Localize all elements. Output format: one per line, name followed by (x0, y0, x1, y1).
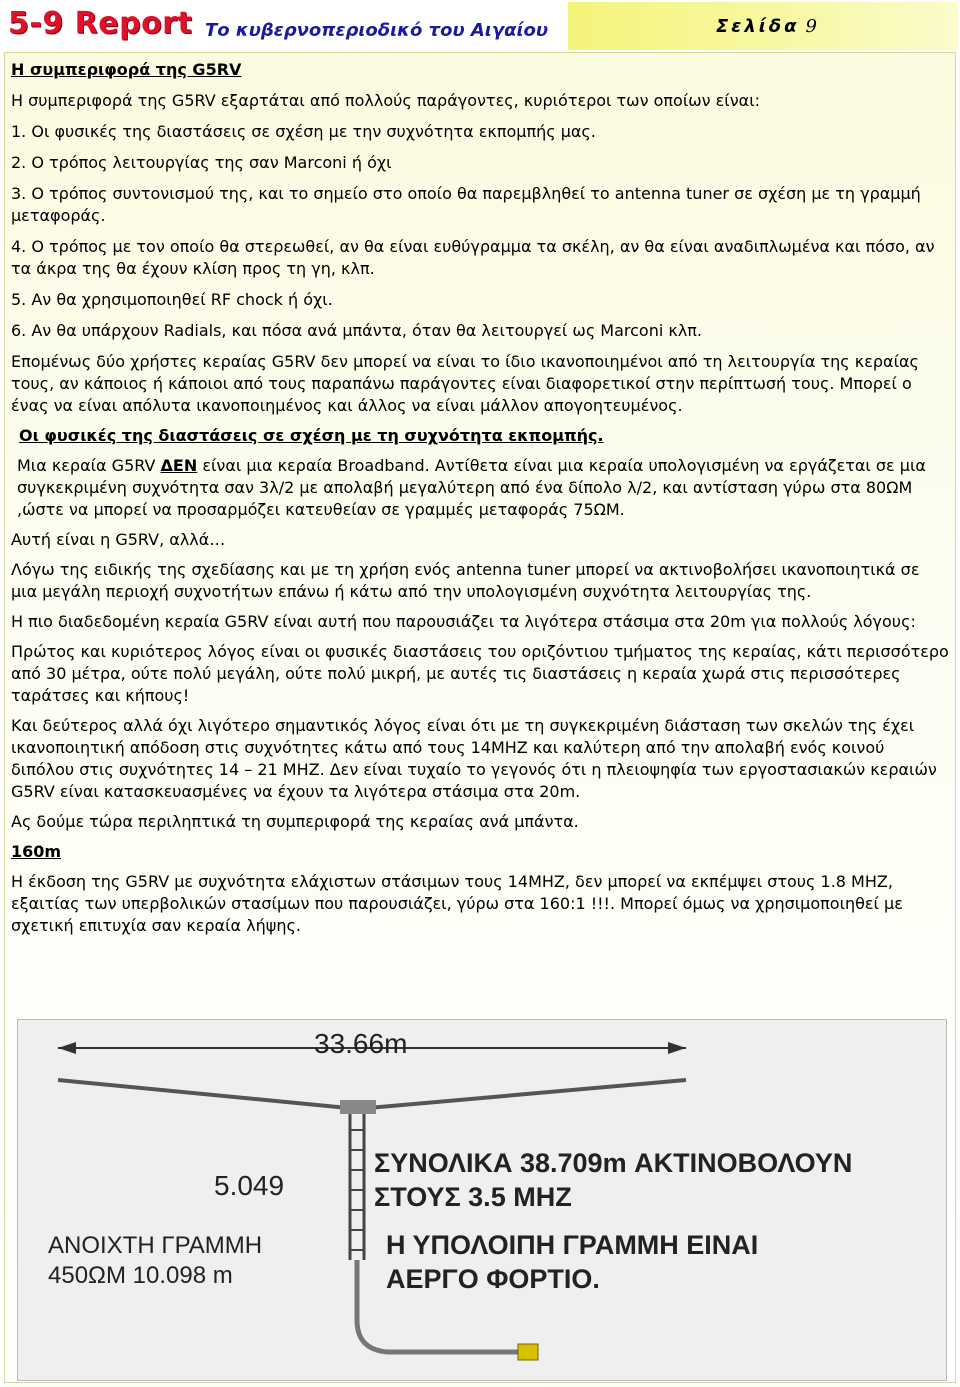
dimension-arrow-right (668, 1042, 686, 1054)
dimension-arrow-left (58, 1042, 76, 1054)
rest-line-label-1: Η ΥΠΟΛΟΙΠΗ ΓΡΑΜΜΗ ΕΙΝΑΙ (386, 1230, 759, 1260)
factor-item-4: 4. Ο τρόπος με τον οποίο θα στερεωθεί, αν θα είναι ευθύγραμμα τα σκέλη, αν θα είναι αναδιπλωμένα και πόσο, αν τα άκρα της θα έχουν κλίση προς τη γη, κλπ. (11, 237, 935, 278)
page-indicator (716, 16, 817, 37)
factor-item-3: 3. Ο τρόπος συντονισμού της, και το σημείο στο οποίο θα παρεμβληθεί το antenna tuner σε σχέση με τη γραμμή μεταφοράς. (11, 184, 921, 225)
radiating-label-1: ΣΥΝΟΛΙΚΑ 38.709m ΑΚΤΙΝΟΒΟΛΟΥΝ (374, 1148, 853, 1178)
rest-line-label-2: ΑΕΡΓΟ ΦΟΡΤΙΟ. (386, 1264, 600, 1294)
broadband-emphasis: ΔΕΝ (160, 456, 198, 475)
open-line-label-2: 450ΩΜ 10.098 m (48, 1262, 233, 1289)
intro-paragraph: Η συμπεριφορά της G5RV εξαρτάται από πολλούς παράγοντες, κυριότεροι των οποίων είναι: (11, 91, 760, 110)
radiating-label-2: ΣΤΟΥΣ 3.5 MHZ (374, 1182, 572, 1212)
factor-item-2: 2. Ο τρόπος λειτουργίας της σαν Marconi ή όχι (11, 153, 392, 172)
article-panel (4, 52, 956, 1383)
line-length-label: 5.049 (214, 1170, 285, 1201)
antenna-diagram (17, 1019, 947, 1381)
magazine-brand: 5-9 Report (8, 6, 193, 41)
page-label: Σελίδα (716, 16, 800, 37)
factor-item-5: 5. Αν θα χρησιμοποιηθεί RF chock ή όχι. (11, 290, 333, 309)
article-body (11, 59, 949, 945)
total-length-label: 33.66m (314, 1028, 408, 1059)
open-line-label-1: ΑΝΟΙΧΤΗ ΓΡΑΜΜΗ (48, 1232, 263, 1259)
center-insulator (340, 1100, 376, 1114)
coax-connector (518, 1344, 538, 1360)
article-title: Η συμπεριφορά της G5RV (11, 60, 242, 79)
magazine-subtitle: Το κυβερνοπεριοδικό του Αιγαίου (205, 20, 548, 41)
section-title: Οι φυσικές της διαστάσεις σε σχέση με τη συχνότητα εκπομπής. (19, 426, 604, 445)
page-number: 9 (805, 16, 817, 37)
factor-item-6: 6. Αν θα υπάρχουν Radials, και πόσα ανά μπάντα, όταν θα λειτουργεί ως Marconi κλπ. (11, 321, 702, 340)
band-title: 160m (11, 842, 62, 861)
page-header (0, 0, 960, 52)
broadband-pre: Μια κεραία G5RV (17, 456, 161, 475)
conclusion-paragraph: Επομένως δύο χρήστες κεραίας G5RV δεν μπορεί να είναι το ίδιο ικανοποιημένοι από τη λειτουργία της κεραίας τους, αν κάποιος ή κάποιοι από τους παραπάνω παράγοντες είναι διαφορετικοί στην περίπτωσή τους. Μπορεί ο ένας να είναι απόλυτα ικανοποιημένος και άλλος να είναι μάλλον απογοητευμένος. (11, 352, 919, 415)
header-left-band (0, 0, 568, 52)
broadband-post: είναι μια κεραία Broadband. Αντίθετα είναι μια κεραία υπολογισμένη να εργάζεται σε μια συγκεκριμένη συχνότητα σαν 3λ/2 με απολαβή μεγαλύτερη από ένα δίπολο λ/2, και αντίσταση γύρω στα 80ΩΜ ,ώστε να μπορεί να προσαρμόζει κατευθείαν σε γραμμές μεταφοράς 75ΩΜ. (17, 456, 926, 519)
first-reason-paragraph: Πρώτος και κυριότερος λόγος είναι οι φυσικές διαστάσεις του οριζόντιου τμήματος της κεραίας, κάτι περισσότερο από 30 μέτρα, ούτε πολύ μεγάλη, ούτε πολύ μικρή, με αυτές τις διαστάσεις η κεραία χωρά στις περισσότερες ταράτσες και κήπους! (11, 642, 949, 705)
ladder-spacers (350, 1130, 364, 1250)
popular-paragraph: Η πιο διαδεδομένη κεραία G5RV είναι αυτή που παρουσιάζει τα λιγότερα στάσιμα στα 20m για πολλούς λόγους: (11, 612, 916, 631)
design-paragraph: Λόγω της ειδικής της σχεδίασης και με τη χρήση ενός antenna tuner μπορεί να ακτινοβολήσει ικανοποιητικά σε μια μεγάλη περιοχή συχνοτήτων επάνω ή κάτω από την υπολογισμένη συχνότητα λειτουργίας της. (11, 560, 920, 601)
antenna-leg-right (368, 1080, 686, 1108)
but-line: Αυτή είναι η G5RV, αλλά… (11, 530, 226, 549)
second-reason-paragraph: Και δεύτερος αλλά όχι λιγότερο σημαντικός λόγος είναι ότι με τη συγκεκριμένη διάσταση των σκελών της έχει ικανοποιητική απόδοση στις συχνότητες κάτω από τους 14MHZ και καλύτερη από την απολαβή ενός κοινού διπόλου στις συχνότητες 14 – 21 MHZ. Δεν είναι τυχαίο το γεγονός ότι η πλειοψηφία των εργοστασιακών κεραιών G5RV είναι κατασκευασμένες να έχουν τα λιγότερα στάσιμα στα 20m. (11, 716, 937, 801)
factor-item-1: 1. Οι φυσικές της διαστάσεις σε σχέση με την συχνότητα εκπομπής μας. (11, 122, 596, 141)
broadband-paragraph (11, 455, 949, 521)
band-paragraph: Η έκδοση της G5RV με συχνότητα ελάχιστων στάσιμων τους 14MHZ, δεν μπορεί να εκπέμψει στους 1.8 MHZ, εξαιτίας των υπερβολικών στασίμων που παρουσιάζει, γύρω στα 160:1 !!!. Μπορεί όμως να χρησιμοποιηθεί με σχετική επιτυχία σαν κεραία λήψης. (11, 872, 903, 935)
antenna-leg-left (58, 1080, 348, 1108)
summary-line: Ας δούμε τώρα περιληπτικά τη συμπεριφορά της κεραίας ανά μπάντα. (11, 812, 579, 831)
